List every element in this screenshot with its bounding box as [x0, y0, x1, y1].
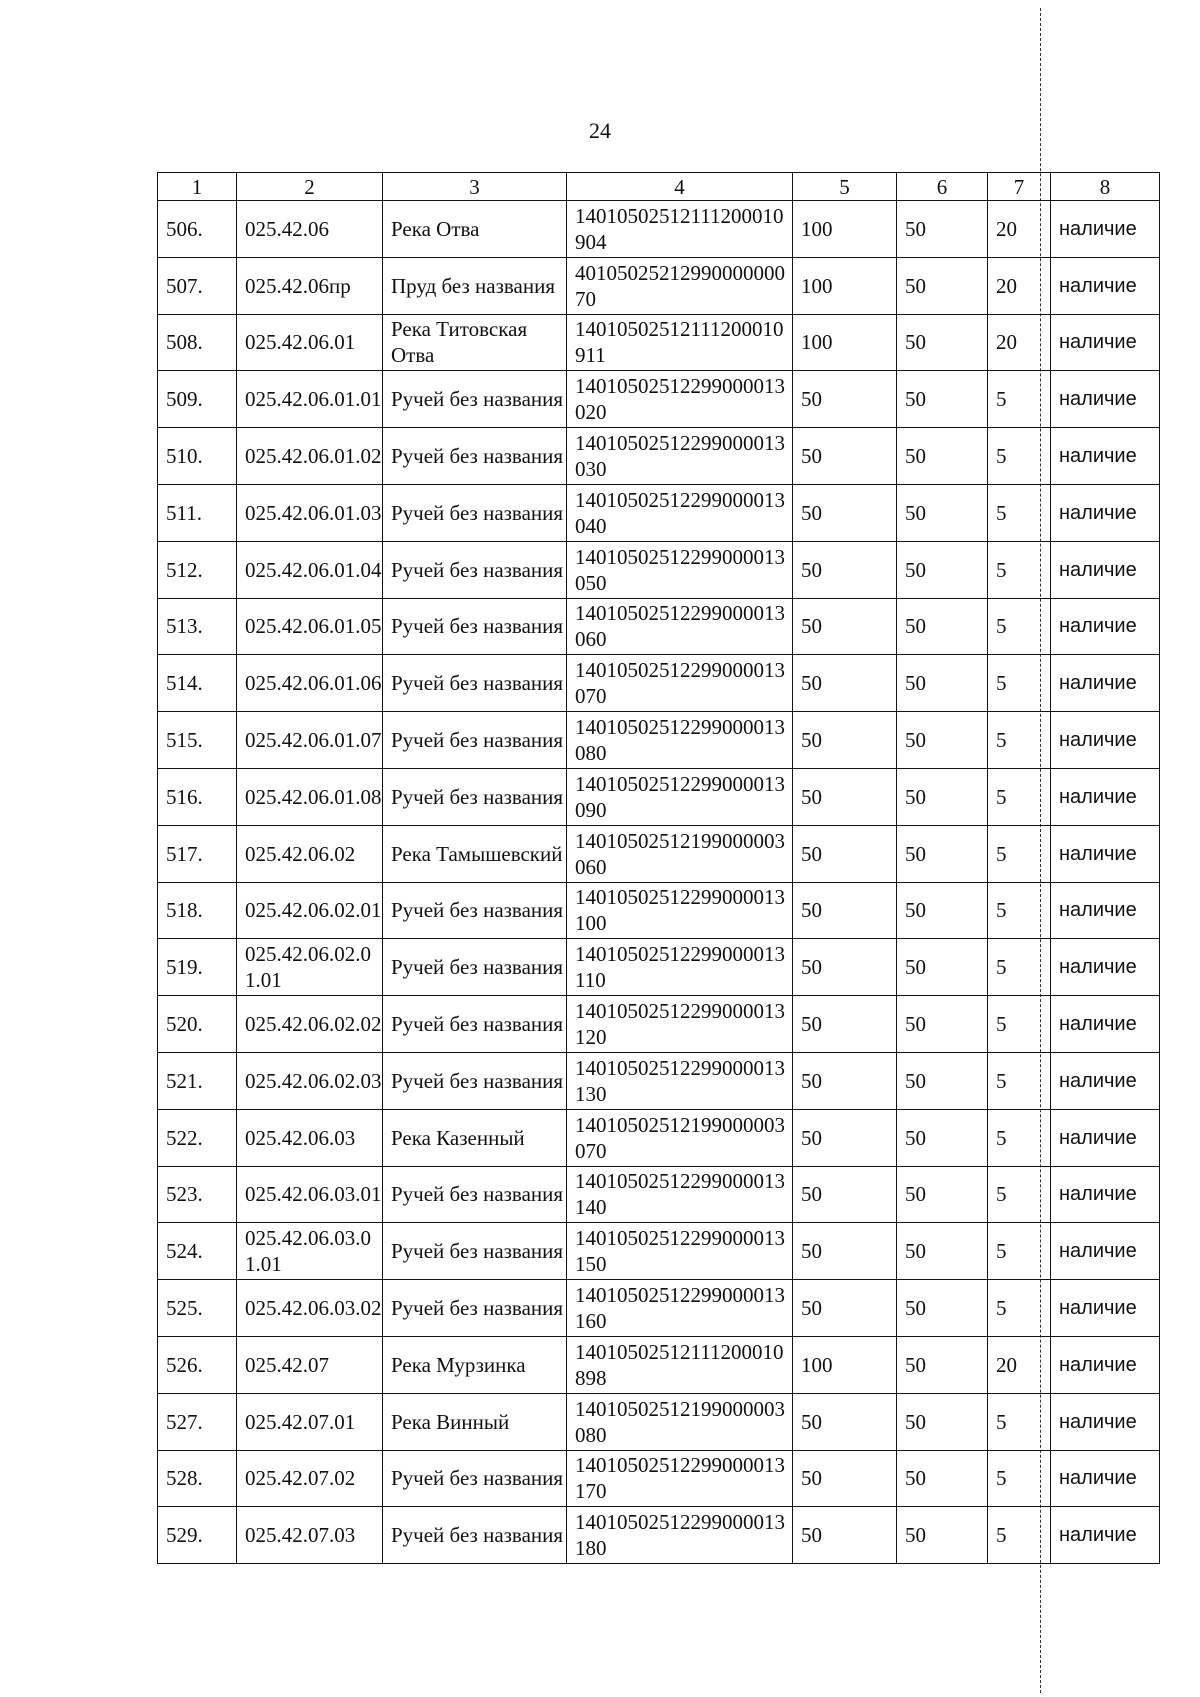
- row-number: 514.: [158, 655, 237, 712]
- water-body-name: Ручей без названия: [383, 1223, 567, 1280]
- water-body-name: Ручей без названия: [383, 598, 567, 655]
- value-col-6: 50: [897, 1280, 988, 1337]
- water-body-code: 025.42.07.02: [237, 1450, 383, 1507]
- water-body-code: 025.42.06.03.01: [237, 1166, 383, 1223]
- table-row: [158, 1052, 1160, 1109]
- value-col-7: 5: [988, 1109, 1051, 1166]
- value-col-6: 50: [897, 1052, 988, 1109]
- row-number: 516.: [158, 768, 237, 825]
- value-col-5: 50: [793, 882, 897, 939]
- table-body: [158, 201, 1160, 1564]
- cadastral-number: 14010502512199000003070: [567, 1109, 793, 1166]
- table-row: [158, 712, 1160, 769]
- status-cell: наличие: [1051, 1052, 1160, 1109]
- cadastral-number: 14010502512111200010904: [567, 201, 793, 258]
- cadastral-number: 4010502521299000000070: [567, 257, 793, 314]
- row-number: 523.: [158, 1166, 237, 1223]
- cadastral-number: 14010502512299000013020: [567, 371, 793, 428]
- table-row: [158, 257, 1160, 314]
- value-col-6: 50: [897, 882, 988, 939]
- value-col-5: 50: [793, 939, 897, 996]
- table-row: [158, 314, 1160, 371]
- value-col-5: 50: [793, 996, 897, 1053]
- status-cell: наличие: [1051, 1336, 1160, 1393]
- water-body-name: Ручей без названия: [383, 1166, 567, 1223]
- water-body-code: 025.42.06.02: [237, 825, 383, 882]
- value-col-7: 5: [988, 598, 1051, 655]
- value-col-6: 50: [897, 257, 988, 314]
- row-number: 513.: [158, 598, 237, 655]
- value-col-7: 5: [988, 1507, 1051, 1564]
- row-number: 528.: [158, 1450, 237, 1507]
- cadastral-number: 14010502512299000013180: [567, 1507, 793, 1564]
- status-cell: наличие: [1051, 428, 1160, 485]
- row-number: 511.: [158, 484, 237, 541]
- water-body-code: 025.42.07.03: [237, 1507, 383, 1564]
- table-row: [158, 201, 1160, 258]
- water-body-code: 025.42.06.01.03: [237, 484, 383, 541]
- row-number: 527.: [158, 1393, 237, 1450]
- row-number: 510.: [158, 428, 237, 485]
- value-col-7: 5: [988, 1450, 1051, 1507]
- status-cell: наличие: [1051, 825, 1160, 882]
- row-number: 515.: [158, 712, 237, 769]
- value-col-7: 5: [988, 1166, 1051, 1223]
- value-col-7: 20: [988, 201, 1051, 258]
- water-body-code: 025.42.06.02.01.01: [237, 939, 383, 996]
- cadastral-number: 14010502512299000013080: [567, 712, 793, 769]
- header-col-code: 2: [237, 173, 383, 201]
- water-body-code: 025.42.07: [237, 1336, 383, 1393]
- value-col-7: 5: [988, 825, 1051, 882]
- value-col-5: 50: [793, 1450, 897, 1507]
- status-cell: наличие: [1051, 371, 1160, 428]
- water-body-name: Ручей без названия: [383, 768, 567, 825]
- value-col-5: 50: [793, 1109, 897, 1166]
- table-row: [158, 1507, 1160, 1564]
- value-col-5: 50: [793, 541, 897, 598]
- water-body-name: Ручей без названия: [383, 655, 567, 712]
- row-number: 507.: [158, 257, 237, 314]
- table-row: [158, 428, 1160, 485]
- table-row: [158, 996, 1160, 1053]
- water-body-code: 025.42.06.01: [237, 314, 383, 371]
- status-cell: наличие: [1051, 1223, 1160, 1280]
- table-row: [158, 541, 1160, 598]
- value-col-6: 50: [897, 1166, 988, 1223]
- value-col-5: 50: [793, 655, 897, 712]
- water-body-code: 025.42.06.01.05: [237, 598, 383, 655]
- row-number: 522.: [158, 1109, 237, 1166]
- value-col-6: 50: [897, 1336, 988, 1393]
- table-row: [158, 484, 1160, 541]
- table-header: [158, 173, 1160, 201]
- table-row: [158, 1336, 1160, 1393]
- row-number: 529.: [158, 1507, 237, 1564]
- status-cell: наличие: [1051, 712, 1160, 769]
- value-col-7: 20: [988, 1336, 1051, 1393]
- value-col-5: 100: [793, 201, 897, 258]
- status-cell: наличие: [1051, 1507, 1160, 1564]
- status-cell: наличие: [1051, 201, 1160, 258]
- value-col-5: 50: [793, 768, 897, 825]
- row-number: 524.: [158, 1223, 237, 1280]
- cadastral-number: 14010502512299000013100: [567, 882, 793, 939]
- header-row: [158, 173, 1160, 201]
- value-col-7: 20: [988, 257, 1051, 314]
- water-body-code: 025.42.06пр: [237, 257, 383, 314]
- row-number: 517.: [158, 825, 237, 882]
- value-col-5: 50: [793, 484, 897, 541]
- water-body-name: Пруд без названия: [383, 257, 567, 314]
- value-col-5: 50: [793, 371, 897, 428]
- value-col-7: 5: [988, 882, 1051, 939]
- value-col-5: 50: [793, 1393, 897, 1450]
- water-body-code: 025.42.06.03.02: [237, 1280, 383, 1337]
- status-cell: наличие: [1051, 1450, 1160, 1507]
- cadastral-number: 14010502512111200010911: [567, 314, 793, 371]
- table-row: [158, 768, 1160, 825]
- cadastral-number: 14010502512299000013160: [567, 1280, 793, 1337]
- value-col-7: 5: [988, 996, 1051, 1053]
- value-col-6: 50: [897, 1393, 988, 1450]
- cadastral-number: 14010502512299000013030: [567, 428, 793, 485]
- value-col-6: 50: [897, 201, 988, 258]
- value-col-5: 50: [793, 598, 897, 655]
- table-row: [158, 371, 1160, 428]
- cadastral-number: 14010502512299000013070: [567, 655, 793, 712]
- water-body-name: Река Винный: [383, 1393, 567, 1450]
- table-row: [158, 1280, 1160, 1337]
- value-col-7: 5: [988, 1052, 1051, 1109]
- value-col-6: 50: [897, 712, 988, 769]
- value-col-5: 100: [793, 257, 897, 314]
- row-number: 519.: [158, 939, 237, 996]
- value-col-7: 5: [988, 768, 1051, 825]
- status-cell: наличие: [1051, 1166, 1160, 1223]
- status-cell: наличие: [1051, 939, 1160, 996]
- status-cell: наличие: [1051, 655, 1160, 712]
- value-col-6: 50: [897, 598, 988, 655]
- status-cell: наличие: [1051, 1109, 1160, 1166]
- status-cell: наличие: [1051, 882, 1160, 939]
- row-number: 509.: [158, 371, 237, 428]
- value-col-6: 50: [897, 1507, 988, 1564]
- value-col-7: 5: [988, 371, 1051, 428]
- status-cell: наличие: [1051, 1393, 1160, 1450]
- cadastral-number: 14010502512199000003080: [567, 1393, 793, 1450]
- value-col-7: 5: [988, 1223, 1051, 1280]
- value-col-5: 50: [793, 712, 897, 769]
- water-body-name: Ручей без названия: [383, 1450, 567, 1507]
- status-cell: наличие: [1051, 541, 1160, 598]
- cadastral-number: 14010502512299000013150: [567, 1223, 793, 1280]
- header-col-value-7: 7: [988, 173, 1051, 201]
- value-col-7: 20: [988, 314, 1051, 371]
- value-col-6: 50: [897, 1450, 988, 1507]
- value-col-5: 50: [793, 1507, 897, 1564]
- value-col-5: 100: [793, 314, 897, 371]
- registry-table: [157, 172, 1160, 1564]
- header-col-cadastral: 4: [567, 173, 793, 201]
- row-number: 506.: [158, 201, 237, 258]
- status-cell: наличие: [1051, 996, 1160, 1053]
- value-col-5: 50: [793, 1280, 897, 1337]
- water-body-name: Река Отва: [383, 201, 567, 258]
- table-row: [158, 598, 1160, 655]
- table-row: [158, 882, 1160, 939]
- status-cell: наличие: [1051, 768, 1160, 825]
- table-row: [158, 1223, 1160, 1280]
- table-row: [158, 1393, 1160, 1450]
- water-body-name: Ручей без названия: [383, 712, 567, 769]
- value-col-7: 5: [988, 541, 1051, 598]
- value-col-6: 50: [897, 314, 988, 371]
- water-body-code: 025.42.06.01.02: [237, 428, 383, 485]
- water-body-code: 025.42.06.02.03: [237, 1052, 383, 1109]
- value-col-6: 50: [897, 484, 988, 541]
- value-col-5: 100: [793, 1336, 897, 1393]
- cadastral-number: 14010502512299000013090: [567, 768, 793, 825]
- row-number: 508.: [158, 314, 237, 371]
- value-col-6: 50: [897, 825, 988, 882]
- status-cell: наличие: [1051, 314, 1160, 371]
- value-col-5: 50: [793, 428, 897, 485]
- page-number: 24: [589, 118, 611, 143]
- water-body-name: Река Казенный: [383, 1109, 567, 1166]
- water-body-code: 025.42.06.03: [237, 1109, 383, 1166]
- value-col-6: 50: [897, 655, 988, 712]
- cadastral-number: 14010502512299000013040: [567, 484, 793, 541]
- table-row: [158, 1166, 1160, 1223]
- table-row: [158, 1450, 1160, 1507]
- cadastral-number: 14010502512299000013120: [567, 996, 793, 1053]
- status-cell: наличие: [1051, 484, 1160, 541]
- cadastral-number: 14010502512299000013130: [567, 1052, 793, 1109]
- value-col-7: 5: [988, 428, 1051, 485]
- value-col-5: 50: [793, 1052, 897, 1109]
- water-body-code: 025.42.06.02.01: [237, 882, 383, 939]
- row-number: 521.: [158, 1052, 237, 1109]
- cadastral-number: 14010502512299000013060: [567, 598, 793, 655]
- water-body-name: Ручей без названия: [383, 1507, 567, 1564]
- header-col-value-6: 6: [897, 173, 988, 201]
- header-col-value-5: 5: [793, 173, 897, 201]
- value-col-7: 5: [988, 484, 1051, 541]
- water-body-name: Ручей без названия: [383, 371, 567, 428]
- cadastral-number: 14010502512111200010898: [567, 1336, 793, 1393]
- value-col-5: 50: [793, 1166, 897, 1223]
- water-body-name: Река Титовская Отва: [383, 314, 567, 371]
- value-col-6: 50: [897, 541, 988, 598]
- water-body-code: 025.42.07.01: [237, 1393, 383, 1450]
- status-cell: наличие: [1051, 598, 1160, 655]
- value-col-7: 5: [988, 939, 1051, 996]
- water-body-code: 025.42.06.01.08: [237, 768, 383, 825]
- cadastral-number: 14010502512299000013140: [567, 1166, 793, 1223]
- table-row: [158, 825, 1160, 882]
- value-col-6: 50: [897, 996, 988, 1053]
- row-number: 525.: [158, 1280, 237, 1337]
- water-body-name: Ручей без названия: [383, 541, 567, 598]
- value-col-5: 50: [793, 825, 897, 882]
- water-body-name: Ручей без названия: [383, 1052, 567, 1109]
- water-body-name: Река Мурзинка: [383, 1336, 567, 1393]
- value-col-6: 50: [897, 939, 988, 996]
- cadastral-number: 14010502512199000003060: [567, 825, 793, 882]
- water-body-name: Река Тамышевский: [383, 825, 567, 882]
- row-number: 520.: [158, 996, 237, 1053]
- water-body-name: Ручей без названия: [383, 1280, 567, 1337]
- water-body-code: 025.42.06: [237, 201, 383, 258]
- value-col-7: 5: [988, 655, 1051, 712]
- water-body-name: Ручей без названия: [383, 939, 567, 996]
- row-number: 526.: [158, 1336, 237, 1393]
- value-col-7: 5: [988, 1393, 1051, 1450]
- cadastral-number: 14010502512299000013110: [567, 939, 793, 996]
- water-body-code: 025.42.06.01.01: [237, 371, 383, 428]
- value-col-7: 5: [988, 1280, 1051, 1337]
- cadastral-number: 14010502512299000013050: [567, 541, 793, 598]
- value-col-7: 5: [988, 712, 1051, 769]
- water-body-name: Ручей без названия: [383, 996, 567, 1053]
- water-body-code: 025.42.06.03.01.01: [237, 1223, 383, 1280]
- water-body-name: Ручей без названия: [383, 882, 567, 939]
- value-col-6: 50: [897, 1109, 988, 1166]
- water-body-name: Ручей без названия: [383, 428, 567, 485]
- header-col-name: 3: [383, 173, 567, 201]
- water-body-code: 025.42.06.01.06: [237, 655, 383, 712]
- value-col-6: 50: [897, 1223, 988, 1280]
- status-cell: наличие: [1051, 257, 1160, 314]
- water-body-name: Ручей без названия: [383, 484, 567, 541]
- table-row: [158, 655, 1160, 712]
- value-col-6: 50: [897, 371, 988, 428]
- table-row: [158, 939, 1160, 996]
- header-col-status: 8: [1051, 173, 1160, 201]
- water-body-code: 025.42.06.02.02: [237, 996, 383, 1053]
- value-col-6: 50: [897, 428, 988, 485]
- value-col-6: 50: [897, 768, 988, 825]
- table-row: [158, 1109, 1160, 1166]
- value-col-5: 50: [793, 1223, 897, 1280]
- water-body-code: 025.42.06.01.04: [237, 541, 383, 598]
- water-body-code: 025.42.06.01.07: [237, 712, 383, 769]
- status-cell: наличие: [1051, 1280, 1160, 1337]
- row-number: 512.: [158, 541, 237, 598]
- row-number: 518.: [158, 882, 237, 939]
- header-col-number: 1: [158, 173, 237, 201]
- cadastral-number: 14010502512299000013170: [567, 1450, 793, 1507]
